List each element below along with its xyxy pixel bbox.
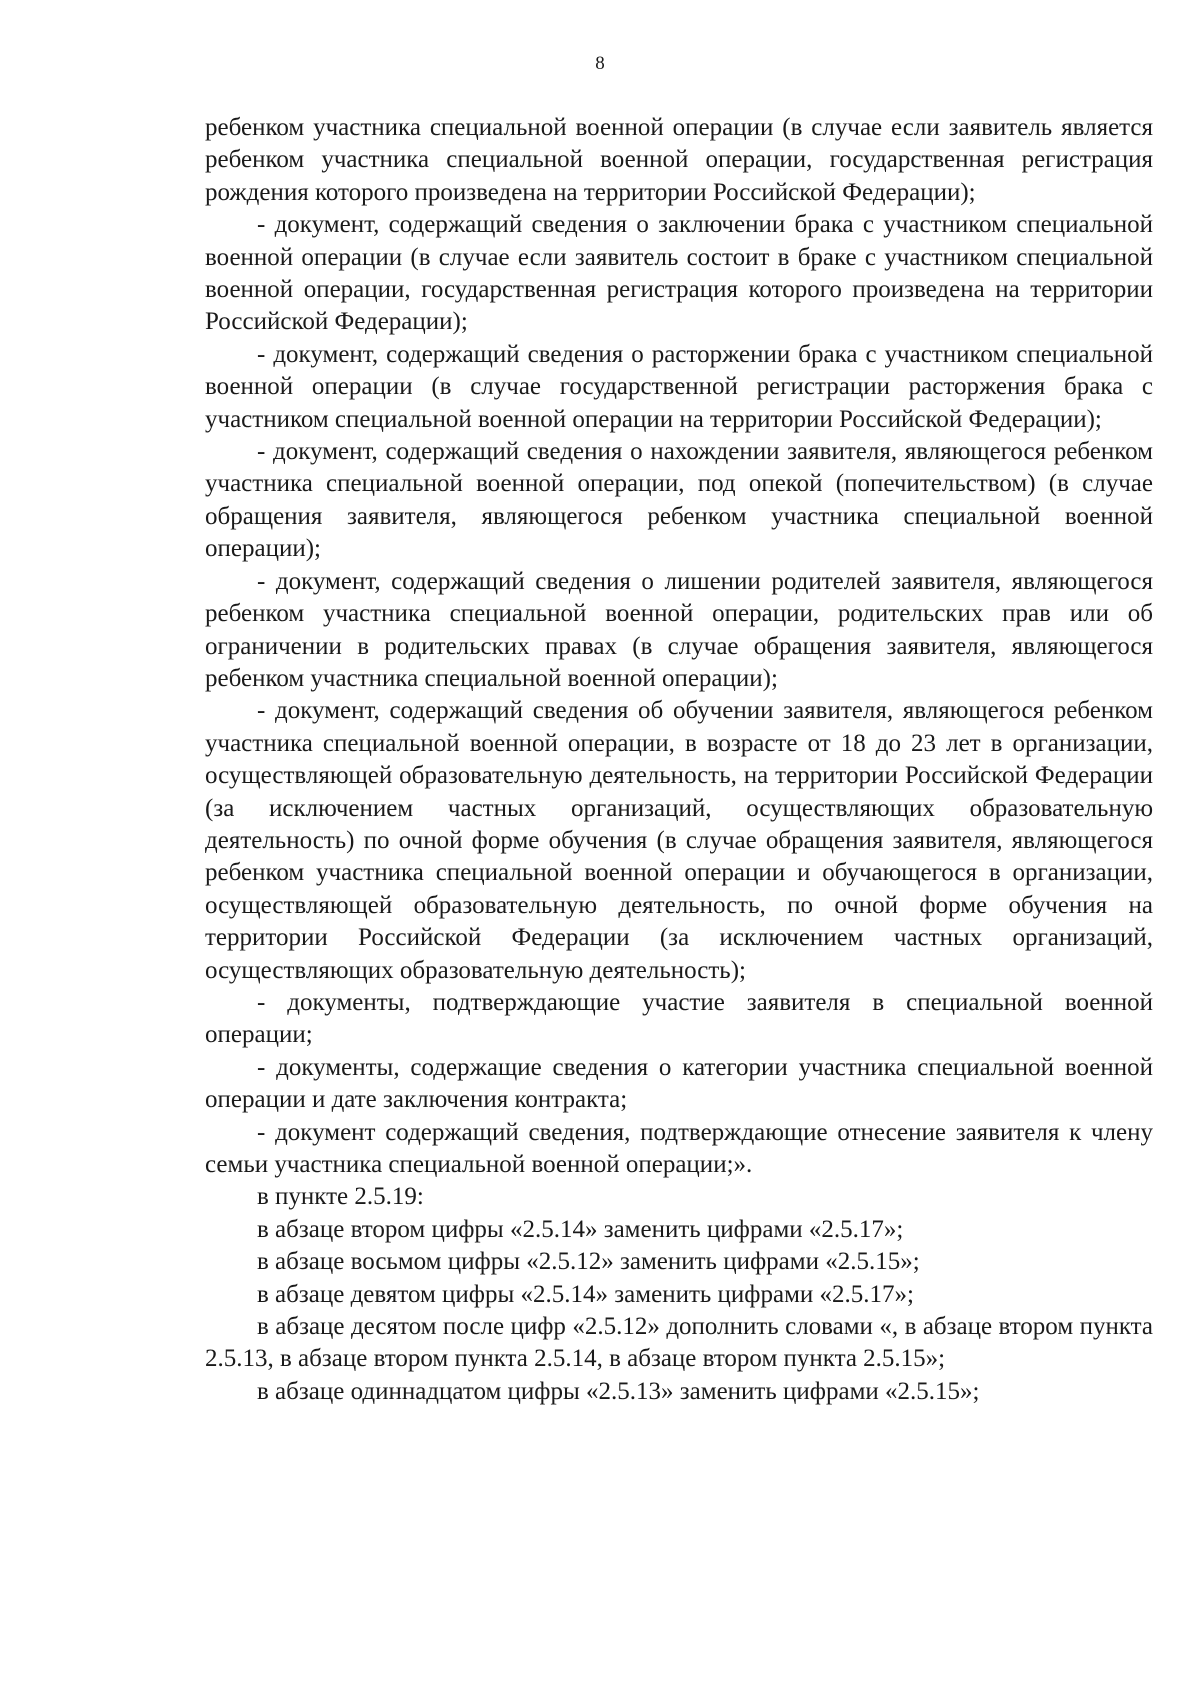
- paragraph-divorce-document: - документ, содержащий сведения о расторжении брака с участником специальной военной операции (в случае государственной регистрации расторжения брака с участником специальной военной операции на территории Российской Федерации);: [205, 340, 1153, 433]
- paragraph-amendment-second: в абзаце втором цифры «2.5.14» заменить цифрами «2.5.17»;: [257, 1215, 904, 1243]
- document-body: [205, 112, 1153, 1408]
- paragraph-family-member-document: - документ содержащий сведения, подтверждающие отнесение заявителя к члену семьи участника специальной военной операции;».: [205, 1118, 1153, 1178]
- paragraph-amendment-tenth: в абзаце десятом после цифр «2.5.12» дополнить словами «, в абзаце втором пункта 2.5.13, в абзаце втором пункта 2.5.14, в абзаце втором пункта 2.5.15»;: [205, 1313, 1153, 1373]
- paragraph-education-document: - документ, содержащий сведения об обучении заявителя, являющегося ребенком участника специальной военной операции, в возрасте от 18 до 23 лет в организации, осуществляющей образовательную деятельность, на территории Российской Федерации (за исключением частных организаций, осуществляющих образовательную деятельность) по очной форме обучения (в случае обращения заявителя, являющегося ребенком участника специальной военной операции и обучающегося в организации, осуществляющей образовательную деятельность, по очной форме обучения на территории Российской Федерации (за исключением частных организаций, осуществляющих образовательную деятельность);: [205, 697, 1153, 984]
- paragraph-child-birth-registration: ребенком участника специальной военной операции (в случае если заявитель является ребенком участника специальной военной операции, государственная регистрация рождения которого произведена на территории Российской Федерации);: [205, 114, 1153, 206]
- paragraph-category-documents: - документы, содержащие сведения о категории участника специальной военной операции и дате заключения контракта;: [205, 1053, 1153, 1114]
- paragraph-amendment-eighth: в абзаце восьмом цифры «2.5.12» заменить цифрами «2.5.15»;: [257, 1248, 920, 1276]
- paragraph-parental-rights-document: - документ, содержащий сведения о лишении родителей заявителя, являющегося ребенком участника специальной военной операции, родительских прав или об ограничении в родительских правах (в случае обращения заявителя, являющегося ребенком участника специальной военной операции);: [205, 567, 1153, 692]
- page-number: 8: [595, 53, 605, 74]
- paragraph-clause-2-5-19: в пункте 2.5.19:: [257, 1183, 424, 1211]
- paragraph-marriage-document: - документ, содержащий сведения о заключении брака с участником специальной военной операции (в случае если заявитель состоит в браке с участником специальной военной операции, государственная регистрация которого произведена на территории Российской Федерации);: [205, 211, 1153, 336]
- paragraph-participation-documents: - документы, подтверждающие участие заявителя в специальной военной операции;: [205, 988, 1153, 1049]
- paragraph-amendment-eleventh: в абзаце одиннадцатом цифры «2.5.13» заменить цифрами «2.5.15»;: [257, 1377, 980, 1405]
- paragraph-amendment-ninth: в абзаце девятом цифры «2.5.14» заменить цифрами «2.5.17»;: [257, 1280, 914, 1308]
- paragraph-guardianship-document: - документ, содержащий сведения о нахождении заявителя, являющегося ребенком участника специальной военной операции, под опекой (попечительством) (в случае обращения заявителя, являющегося ребенком участника специальной военной операции);: [205, 438, 1153, 563]
